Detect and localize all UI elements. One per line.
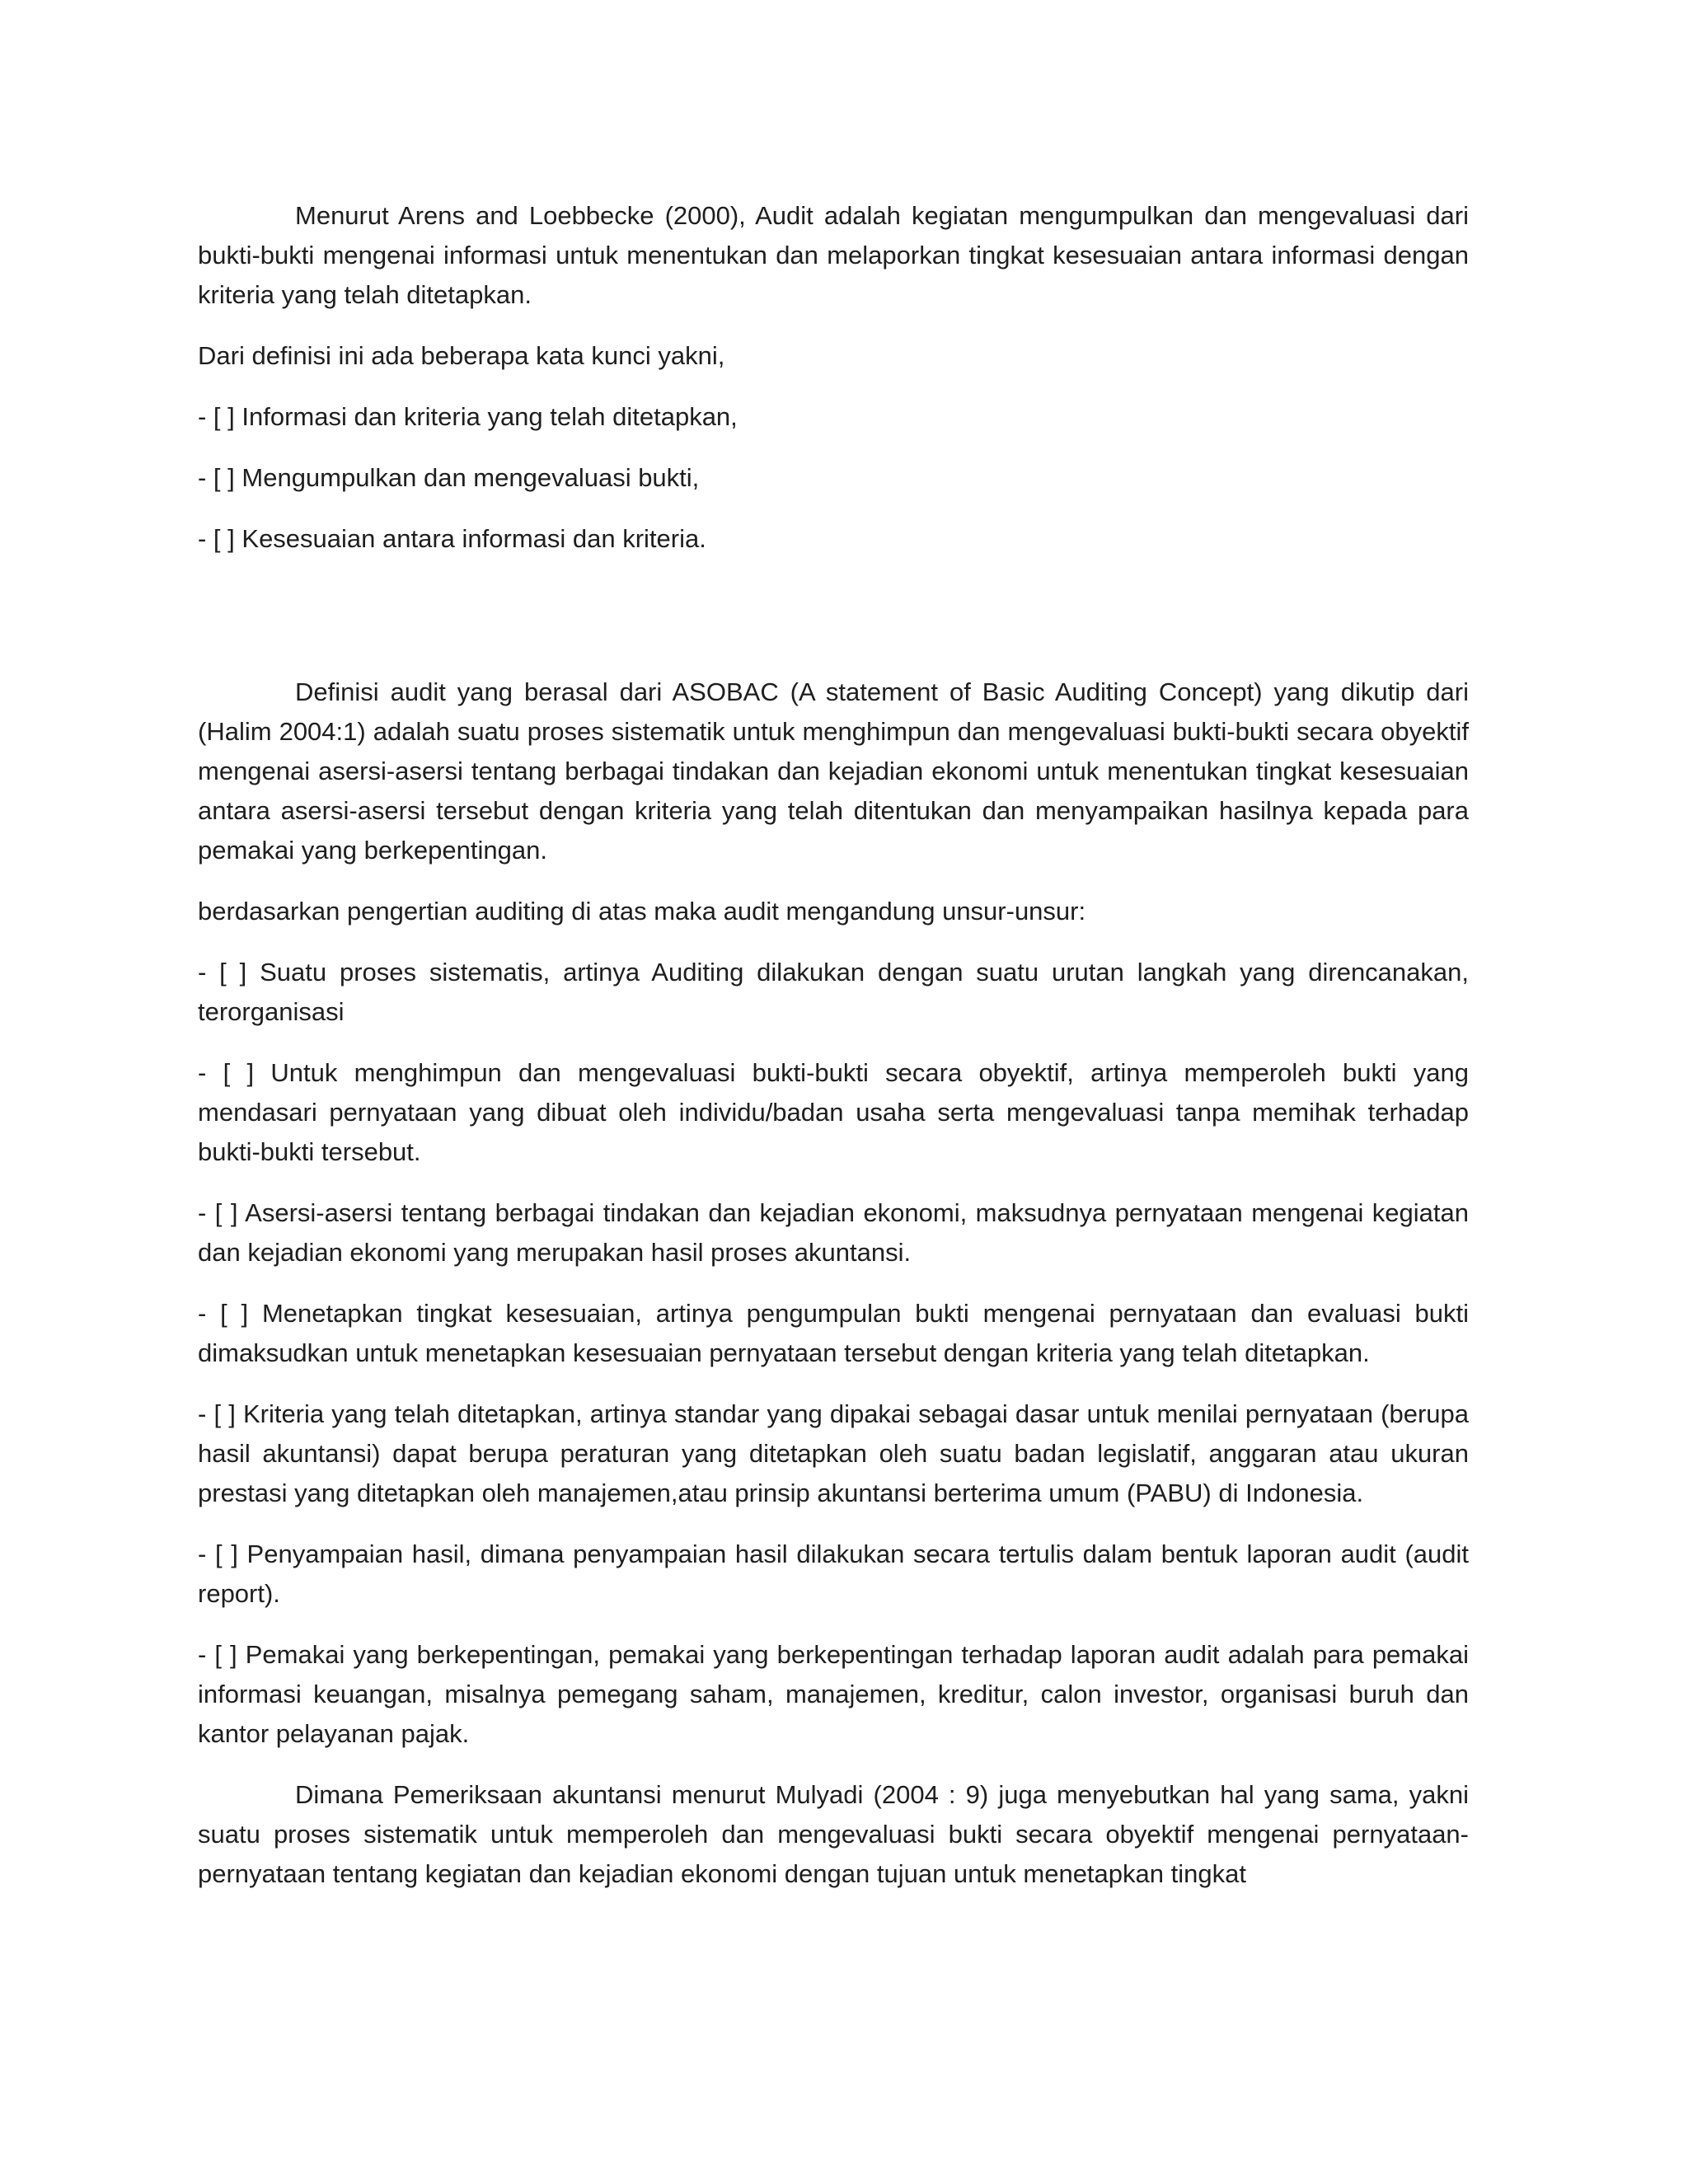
paragraph-elements-lead: berdasarkan pengertian auditing di atas maka audit mengandung unsur-unsur:: [198, 897, 1086, 926]
checklist-item: - [ ] Penyampaian hasil, dimana penyampaian hasil dilakukan secara tertulis dalam bentuk laporan audit (audit report).: [198, 1540, 1469, 1608]
checklist-item: - [ ] Kesesuaian antara informasi dan kriteria.: [198, 524, 706, 553]
paragraph-arens-loebbecke: Menurut Arens and Loebbecke (2000), Audit adalah kegiatan mengumpulkan dan mengevaluasi dari bukti-bukti mengenai informasi untuk menentukan dan melaporkan tingkat kesesuaian antara informasi dengan kriteria yang telah ditetapkan.: [198, 201, 1469, 309]
paragraph-mulyadi: Dimana Pemeriksaan akuntansi menurut Mulyadi (2004 : 9) juga menyebutkan hal yang sama, yakni suatu proses sistematik untuk memperoleh dan mengevaluasi bukti secara obyektif mengenai pernyataan-pernyataan tentang kegiatan dan kejadian ekonomi dengan tujuan untuk menetapkan tingkat: [198, 1780, 1469, 1888]
checklist-item: - [ ] Untuk menghimpun dan mengevaluasi bukti-bukti secara obyektif, artinya memperoleh bukti yang mendasari pernyataan yang dibuat oleh individu/badan usaha serta mengevaluasi tanpa memihak terhadap bukti-bukti tersebut.: [198, 1058, 1469, 1166]
paragraph-asobac-definition: Definisi audit yang berasal dari ASOBAC (A statement of Basic Auditing Concept) yang dikutip dari (Halim 2004:1) adalah suatu proses sistematik untuk menghimpun dan mengevaluasi bukti-bukti secara obyektif mengenai asersi-asersi tentang berbagai tindakan dan kejadian ekonomi untuk menentukan tingkat kesesuaian antara asersi-asersi tersebut dengan kriteria yang telah ditentukan dan menyampaikan hasilnya kepada para pemakai yang berkepentingan.: [198, 677, 1469, 865]
document-page: [198, 196, 1469, 1915]
checklist-item: - [ ] Asersi-asersi tentang berbagai tindakan dan kejadian ekonomi, maksudnya pernyataan mengenai kegiatan dan kejadian ekonomi yang merupakan hasil proses akuntansi.: [198, 1198, 1469, 1267]
checklist-item: - [ ] Kriteria yang telah ditetapkan, artinya standar yang dipakai sebagai dasar untuk menilai pernyataan (berupa hasil akuntansi) dapat berupa peraturan yang ditetapkan oleh suatu badan legislatif, anggaran atau ukuran prestasi yang ditetapkan oleh manajemen,atau prinsip akuntansi berterima umum (PABU) di Indonesia.: [198, 1399, 1469, 1507]
checklist-item: - [ ] Pemakai yang berkepentingan, pemakai yang berkepentingan terhadap laporan audit adalah para pemakai informasi keuangan, misalnya pemegang saham, manajemen, kreditur, calon investor, organisasi buruh dan kantor pelayanan pajak.: [198, 1640, 1469, 1748]
checklist-item: - [ ] Suatu proses sistematis, artinya Auditing dilakukan dengan suatu urutan langkah yang direncanakan, terorganisasi: [198, 958, 1469, 1026]
checklist-item: - [ ] Menetapkan tingkat kesesuaian, artinya pengumpulan bukti mengenai pernyataan dan evaluasi bukti dimaksudkan untuk menetapkan kesesuaian pernyataan tersebut dengan kriteria yang telah ditetapkan.: [198, 1299, 1469, 1367]
paragraph-keywords-lead: Dari definisi ini ada beberapa kata kunci yakni,: [198, 341, 725, 370]
section-spacer: [198, 580, 1469, 673]
checklist-item: - [ ] Mengumpulkan dan mengevaluasi bukti,: [198, 463, 700, 492]
checklist-item: - [ ] Informasi dan kriteria yang telah ditetapkan,: [198, 402, 738, 431]
